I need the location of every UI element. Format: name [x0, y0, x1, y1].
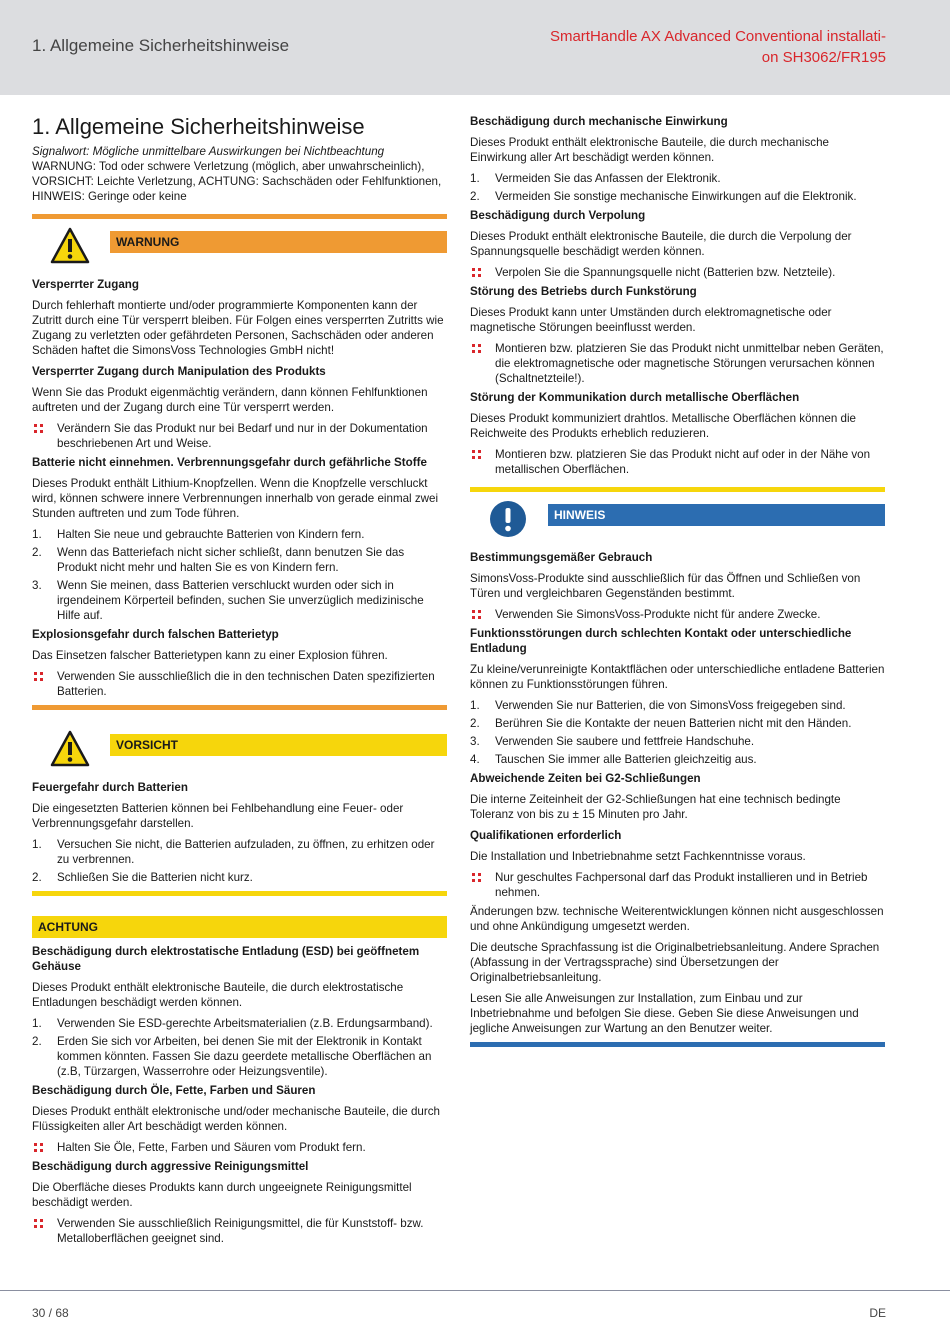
list-item: Montieren bzw. platzieren Sie das Produkt nicht auf oder in der Nähe von metallischen Oberflächen.	[470, 447, 885, 477]
hinweis-text-2: Zu kleine/verunreinigte Kontaktflächen oder unterschiedliche entladene Batterien können zu Funktionsstörungen führen.	[470, 663, 885, 691]
list-item: 1. Vermeiden Sie das Anfassen der Elektronik.	[470, 172, 721, 185]
bullet-icon	[472, 873, 481, 882]
bullet-icon	[34, 1143, 43, 1152]
list-item: Verwenden Sie ausschließlich die in den technischen Daten spezifizierten Batterien.	[32, 669, 447, 699]
vorsicht-steps-1	[32, 837, 447, 885]
bullet-icon	[34, 424, 43, 433]
list-item: Halten Sie Öle, Fette, Farben und Säuren vom Produkt fern.	[32, 1140, 447, 1155]
hinweis-heading-2: Funktionsstörungen durch schlechten Kontakt oder unterschiedliche Entladung	[470, 627, 852, 655]
right-heading-2: Beschädigung durch Verpolung	[470, 209, 646, 222]
right-steps-1	[470, 171, 885, 204]
left-column	[32, 112, 447, 1250]
signalwort-note: Signalwort: Mögliche unmittelbare Auswirkungen bei Nichtbeachtung	[32, 145, 385, 158]
right-bullets-4	[470, 447, 885, 477]
warnung-heading-4: Explosionsgefahr durch falschen Batterietyp	[32, 628, 279, 641]
header-section-title: 1. Allgemeine Sicherheitshinweise	[32, 36, 290, 55]
hinweis-bullets-4	[470, 870, 885, 900]
hinweis-bullets-1	[470, 607, 885, 622]
list-item: 3. Verwenden Sie saubere und fettfreie Handschuhe.	[470, 735, 755, 748]
vorsicht-heading-1: Feuergefahr durch Batterien	[32, 781, 188, 794]
list-item: Nur geschultes Fachpersonal darf das Produkt installieren und in Betrieb nehmen.	[470, 870, 885, 900]
header-document-title-line2: on SH3062/FR195	[761, 49, 886, 66]
list-item: 2. Erden Sie sich vor Arbeiten, bei denen Sie mit der Elektronik in Kontakt kommen könnten. Fassen Sie dazu geerdete metallische Oberflächen an (z.B, Türzargen, Wasserrohre oder Heizungsventile).	[32, 1035, 432, 1078]
bullet-icon	[34, 1219, 43, 1228]
warnung-bullets-2	[32, 421, 447, 451]
warnung-heading-1: Versperrter Zugang	[32, 278, 139, 291]
hinweis-paragraph-1: Änderungen bzw. technische Weiterentwicklungen können nicht ausgeschlossen und ohne Ankündigung umgesetzt werden.	[470, 905, 884, 933]
footer-divider	[0, 1290, 950, 1291]
list-item: 2. Wenn das Batteriefach nicht sicher schließt, dann benutzen Sie das Produkt nicht mehr und halten Sie es von Kindern fern.	[32, 546, 405, 574]
right-column	[470, 112, 885, 1059]
warnung-bottom-rule	[32, 705, 447, 710]
warnung-heading-3: Batterie nicht einnehmen. Verbrennungsgefahr durch gefährliche Stoffe	[32, 456, 427, 469]
achtung-text-1: Dieses Produkt enthält elektronische Bauteile, die durch elektrostatische Entladungen beschädigt werden können.	[32, 981, 404, 1009]
bullet-icon	[472, 344, 481, 353]
hinweis-heading-4: Qualifikationen erforderlich	[470, 829, 622, 842]
warning-triangle-icon	[50, 227, 90, 265]
right-bullets-2	[470, 265, 885, 280]
right-bullets-3	[470, 341, 885, 386]
right-heading-3: Störung des Betriebs durch Funkstörung	[470, 285, 697, 298]
bullet-icon	[472, 268, 481, 277]
list-item: 1. Versuchen Sie nicht, die Batterien aufzuladen, zu öffnen, zu erhitzen oder zu verbrennen.	[32, 838, 435, 866]
page-header	[0, 0, 950, 95]
info-exclamation-icon	[488, 500, 528, 538]
warnung-bullets-4	[32, 669, 447, 699]
hinweis-steps-2	[470, 698, 885, 767]
caution-triangle-icon	[50, 730, 90, 768]
list-item: Verändern Sie das Produkt nur bei Bedarf und nur in der Dokumentation beschriebenen Art und Weise.	[32, 421, 447, 451]
list-item: 2. Schließen Sie die Batterien nicht kurz.	[32, 871, 253, 884]
warnung-signal	[32, 227, 447, 273]
hinweis-heading-3: Abweichende Zeiten bei G2-Schließungen	[470, 772, 701, 785]
list-item: 3. Wenn Sie meinen, dass Batterien verschluckt wurden oder sich in irgendeinem Körperteil befinden, suchen Sie unverzüglich medizinische Hilfe auf.	[32, 579, 424, 622]
hinweis-text-3: Die interne Zeiteinheit der G2-Schließungen hat eine technisch bedingte Toleranz von bis zu ± 15 Minuten pro Jahr.	[470, 793, 841, 821]
achtung-text-2: Dieses Produkt enthält elektronische und/oder mechanische Bauteile, die durch Flüssigkeiten aller Art beschädigt werden können.	[32, 1105, 440, 1133]
warnung-top-rule	[32, 214, 447, 219]
vorsicht-label: VORSICHT	[110, 734, 447, 756]
achtung-text-3: Die Oberfläche dieses Produkts kann durch ungeeignete Reinigungsmittel beschädigt werden.	[32, 1181, 412, 1209]
right-text-3: Dieses Produkt kann unter Umständen durch elektromagnetische oder magnetische Störungen beeinflusst werden.	[470, 306, 832, 334]
bullet-icon	[472, 610, 481, 619]
list-item: 1. Verwenden Sie ESD-gerechte Arbeitsmaterialien (z.B. Erdungsarmband).	[32, 1017, 433, 1030]
vorsicht-signal	[32, 730, 447, 776]
list-item: Verwenden Sie SimonsVoss-Produkte nicht für andere Zwecke.	[470, 607, 885, 622]
hinweis-label: HINWEIS	[548, 504, 885, 526]
header-document-title-line1: SmartHandle AX Advanced Conventional installati-	[549, 28, 886, 45]
warnung-label: WARNUNG	[110, 231, 447, 253]
achtung-heading-2: Beschädigung durch Öle, Fette, Farben und Säuren	[32, 1084, 316, 1097]
achtung-heading-3: Beschädigung durch aggressive Reinigungsmittel	[32, 1160, 309, 1173]
hinweis-top-rule	[470, 487, 885, 492]
hinweis-bottom-rule	[470, 1042, 885, 1047]
language-code: DE	[869, 1306, 886, 1320]
right-heading-4: Störung der Kommunikation durch metallische Oberflächen	[470, 391, 800, 404]
hinweis-heading-1: Bestimmungsgemäßer Gebrauch	[470, 551, 653, 564]
list-item: 4. Tauschen Sie immer alle Batterien gleichzeitig aus.	[470, 753, 757, 766]
signalwort-definitions: WARNUNG: Tod oder schwere Verletzung (möglich, aber unwahrscheinlich), VORSICHT: Leichte Verletzung, ACHTUNG: Sachschäden oder Fehlfunktionen, HINWEIS: Geringe oder keine	[32, 160, 442, 203]
list-item: 1. Verwenden Sie nur Batterien, die von SimonsVoss freigegeben sind.	[470, 699, 846, 712]
right-text-1: Dieses Produkt enthält elektronische Bauteile, die durch mechanische Einwirkung aller Art beschädigt werden können.	[470, 136, 829, 164]
warnung-heading-2: Versperrter Zugang durch Manipulation des Produkts	[32, 365, 326, 378]
warnung-text-3: Dieses Produkt enthält Lithium-Knopfzellen. Wenn die Knopfzelle verschluckt wird, können schwere innere Verbrennungen innerhalb von gerade einmal zwei Stunden auftreten und zum Tode führen.	[32, 477, 439, 520]
list-item: Verpolen Sie die Spannungsquelle nicht (Batterien bzw. Netzteile).	[470, 265, 885, 280]
warnung-steps-3	[32, 527, 447, 623]
vorsicht-bottom-rule	[32, 891, 447, 896]
right-text-2: Dieses Produkt enthält elektronische Bauteile, die durch die Verpolung der Spannungsquelle beschädigt werden können.	[470, 230, 852, 258]
right-heading-1: Beschädigung durch mechanische Einwirkung	[470, 115, 728, 128]
bullet-icon	[34, 672, 43, 681]
list-item: Verwenden Sie ausschließlich Reinigungsmittel, die für Kunststoff- bzw. Metalloberflächen geeignet sind.	[32, 1216, 447, 1246]
achtung-bullets-2	[32, 1140, 447, 1155]
page-title: 1. Allgemeine Sicherheitshinweise	[32, 114, 365, 139]
warnung-text-1: Durch fehlerhaft montierte und/oder programmierte Komponenten kann der Zutritt durch eine Tür versperrt bleiben. Für Folgen eines versperrten Zutritts wie Zugang zu verletzten oder gefährdeten Personen, Sachschäden oder anderen Schäden haftet die SimonsVoss Technologies GmbH nicht!	[32, 299, 444, 357]
hinweis-paragraph-2: Die deutsche Sprachfassung ist die Originalbetriebsanleitung. Andere Sprachen (Abfassung in der Vertragssprache) sind Übersetzungen der Originalbetriebsanleitung.	[470, 941, 880, 984]
list-item: Montieren bzw. platzieren Sie das Produkt nicht unmittelbar neben Geräten, die elektromagnetische oder magnetische Störungen verursachen können (Schaltnetzteile!).	[470, 341, 885, 386]
hinweis-signal	[470, 500, 885, 546]
achtung-heading-1: Beschädigung durch elektrostatische Entladung (ESD) bei geöffnetem Gehäuse	[32, 945, 420, 973]
hinweis-paragraph-3: Lesen Sie alle Anweisungen zur Installation, zum Einbau und zur Inbetriebnahme und befolgen Sie diese. Geben Sie diese Anweisungen und jegliche Anweisungen zur Wartung an den Benutzer weiter.	[470, 992, 859, 1035]
list-item: 1. Halten Sie neue und gebrauchte Batterien von Kindern fern.	[32, 528, 365, 541]
warnung-text-4: Das Einsetzen falscher Batterietypen kann zu einer Explosion führen.	[32, 649, 388, 662]
hinweis-text-1: SimonsVoss-Produkte sind ausschließlich für das Öffnen und Schließen von Türen und vergleichbaren Gegenständen bestimmt.	[470, 572, 861, 600]
page-number: 30 / 68	[32, 1306, 69, 1320]
header-document-title	[506, 26, 886, 68]
bullet-icon	[472, 450, 481, 459]
achtung-bullets-3	[32, 1216, 447, 1246]
right-text-4: Dieses Produkt kommuniziert drahtlos. Metallische Oberflächen können die Reichweite des Produkts erheblich reduzieren.	[470, 412, 857, 440]
achtung-label: ACHTUNG	[32, 916, 447, 938]
vorsicht-text-1: Die eingesetzten Batterien können bei Fehlbehandlung eine Feuer- oder Verbrennungsgefahr darstellen.	[32, 802, 404, 830]
warnung-text-2: Wenn Sie das Produkt eigenmächtig verändern, dann können Fehlfunktionen auftreten und der Zugang durch eine Tür versperrt werden.	[32, 386, 428, 414]
achtung-steps-1	[32, 1016, 447, 1079]
list-item: 2. Berühren Sie die Kontakte der neuen Batterien nicht mit den Händen.	[470, 717, 852, 730]
hinweis-text-4: Die Installation und Inbetriebnahme setzt Fachkenntnisse voraus.	[470, 850, 806, 863]
list-item: 2. Vermeiden Sie sonstige mechanische Einwirkungen auf die Elektronik.	[470, 190, 857, 203]
